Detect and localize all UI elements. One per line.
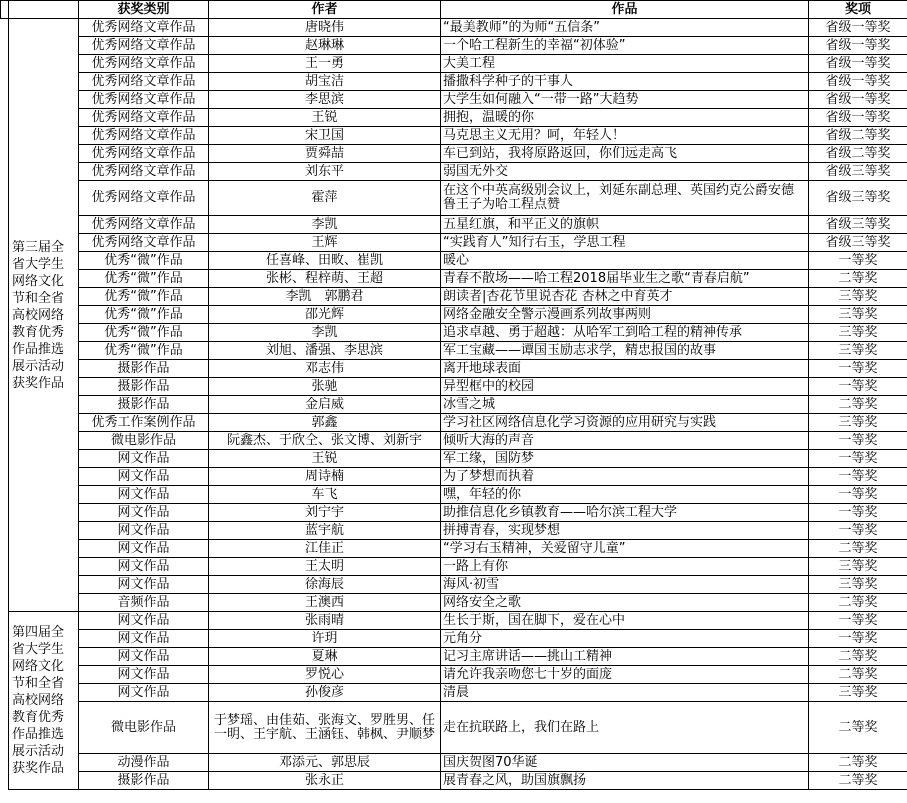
cell-author: 任喜峰、田畋、崔凯 bbox=[209, 252, 441, 270]
cell-author: 张彬、程梓萌、王超 bbox=[209, 270, 441, 288]
header-gutter bbox=[1, 1, 9, 19]
cell-work: 国庆贺图70华诞 bbox=[441, 754, 809, 772]
cell-work: 拼搏青春，实现梦想 bbox=[441, 522, 809, 540]
cell-award: 省级一等奖 bbox=[809, 37, 907, 55]
cell-author: 于梦瑶、由佳茹、张海文、罗胜男、任一明、王宇航、王涵钰、韩枫、尹顺梦 bbox=[209, 702, 441, 754]
table-row bbox=[1, 612, 907, 630]
cell-category: 优秀“微”作品 bbox=[79, 270, 209, 288]
table-row bbox=[1, 19, 907, 37]
cell-author: 张驰 bbox=[209, 378, 441, 396]
cell-author: 王辉 bbox=[209, 234, 441, 252]
cell-category: 优秀网络文章作品 bbox=[79, 234, 209, 252]
cell-award: 一等奖 bbox=[809, 522, 907, 540]
cell-award: 二等奖 bbox=[809, 648, 907, 666]
cell-author: 张永正 bbox=[209, 772, 441, 790]
cell-work: 记习主席讲话——挑山工精神 bbox=[441, 648, 809, 666]
cell-work: 军工宝藏——谭国玉励志求学，精忠报国的故事 bbox=[441, 342, 809, 360]
cell-category: 优秀“微”作品 bbox=[79, 324, 209, 342]
header-award: 奖项 bbox=[809, 1, 907, 19]
table-row bbox=[1, 145, 907, 163]
cell-work: 五星红旗，和平正义的旗帜 bbox=[441, 216, 809, 234]
table-row bbox=[1, 342, 907, 360]
cell-award: 省级三等奖 bbox=[809, 216, 907, 234]
cell-author: 金启威 bbox=[209, 396, 441, 414]
cell-category: 优秀网络文章作品 bbox=[79, 163, 209, 181]
cell-author: 赵琳琳 bbox=[209, 37, 441, 55]
cell-award: 一等奖 bbox=[809, 432, 907, 450]
cell-work: “实践育人”知行右玉，学思工程 bbox=[441, 234, 809, 252]
cell-work: 朗读者|杏花节里说杏花 杏林之中育英才 bbox=[441, 288, 809, 306]
cell-author: 刘东平 bbox=[209, 163, 441, 181]
cell-author: 王锐 bbox=[209, 450, 441, 468]
cell-category: 优秀网络文章作品 bbox=[79, 55, 209, 73]
cell-work: 一路上有你 bbox=[441, 558, 809, 576]
cell-author: 王澳西 bbox=[209, 594, 441, 612]
table-row bbox=[1, 37, 907, 55]
cell-author: 罗悦心 bbox=[209, 666, 441, 684]
cell-category: 优秀“微”作品 bbox=[79, 306, 209, 324]
table-row bbox=[1, 55, 907, 73]
cell-category: 优秀网络文章作品 bbox=[79, 181, 209, 216]
cell-work: “最美教师”的为师“五信条” bbox=[441, 19, 809, 37]
cell-award: 一等奖 bbox=[809, 504, 907, 522]
cell-work: 军工缘，国防梦 bbox=[441, 450, 809, 468]
table-row bbox=[1, 91, 907, 109]
cell-award: 一等奖 bbox=[809, 252, 907, 270]
cell-work: 拥抱，温暖的你 bbox=[441, 109, 809, 127]
table-row bbox=[1, 270, 907, 288]
table-row bbox=[1, 576, 907, 594]
cell-category: 优秀网络文章作品 bbox=[79, 73, 209, 91]
cell-award: 二等奖 bbox=[809, 270, 907, 288]
cell-award: 三等奖 bbox=[809, 684, 907, 702]
cell-category: 优秀“微”作品 bbox=[79, 342, 209, 360]
cell-author: 孙俊彦 bbox=[209, 684, 441, 702]
cell-category: 优秀网络文章作品 bbox=[79, 216, 209, 234]
cell-category: 摄影作品 bbox=[79, 772, 209, 790]
cell-work: 网络金融安全警示漫画系列故事两则 bbox=[441, 306, 809, 324]
table-row bbox=[1, 414, 907, 432]
cell-award: 省级三等奖 bbox=[809, 163, 907, 181]
cell-author: 邓志伟 bbox=[209, 360, 441, 378]
cell-work: 为了梦想而执着 bbox=[441, 468, 809, 486]
cell-work: 清晨 bbox=[441, 684, 809, 702]
cell-work: 走在抗联路上，我们在路上 bbox=[441, 702, 809, 754]
group-label: 第三届全省大学生网络文化节和全省高校网络教育优秀作品推选展示活动获奖作品 bbox=[9, 19, 79, 612]
header-row bbox=[1, 1, 907, 19]
cell-author: 郭鑫 bbox=[209, 414, 441, 432]
cell-category: 微电影作品 bbox=[79, 702, 209, 754]
table-row bbox=[1, 450, 907, 468]
cell-award: 二等奖 bbox=[809, 702, 907, 754]
cell-work: 冰雪之城 bbox=[441, 396, 809, 414]
cell-category: 音频作品 bbox=[79, 594, 209, 612]
cell-author: 王一勇 bbox=[209, 55, 441, 73]
cell-author: 李凯 郭鹏君 bbox=[209, 288, 441, 306]
cell-award: 省级一等奖 bbox=[809, 91, 907, 109]
cell-work: 马克思主义无用？呵，年轻人！ bbox=[441, 127, 809, 145]
cell-category: 网文作品 bbox=[79, 468, 209, 486]
cell-category: 摄影作品 bbox=[79, 396, 209, 414]
cell-award: 二等奖 bbox=[809, 772, 907, 790]
cell-author: 唐晓伟 bbox=[209, 19, 441, 37]
cell-award: 一等奖 bbox=[809, 468, 907, 486]
cell-work: 倾听大海的声音 bbox=[441, 432, 809, 450]
cell-author: 王锐 bbox=[209, 109, 441, 127]
table-row bbox=[1, 234, 907, 252]
cell-category: 网文作品 bbox=[79, 666, 209, 684]
table-row bbox=[1, 540, 907, 558]
cell-award: 一等奖 bbox=[809, 450, 907, 468]
cell-author: 李凯 bbox=[209, 324, 441, 342]
table-row bbox=[1, 73, 907, 91]
cell-category: 网文作品 bbox=[79, 486, 209, 504]
cell-work: 学习社区网络信息化学习资源的应用研究与实践 bbox=[441, 414, 809, 432]
header-work: 作品 bbox=[441, 1, 809, 19]
table-row bbox=[1, 630, 907, 648]
cell-author: 车飞 bbox=[209, 486, 441, 504]
cell-author: 宋卫国 bbox=[209, 127, 441, 145]
cell-category: 优秀网络文章作品 bbox=[79, 145, 209, 163]
cell-author: 邵光辉 bbox=[209, 306, 441, 324]
cell-award: 二等奖 bbox=[809, 396, 907, 414]
cell-award: 二等奖 bbox=[809, 754, 907, 772]
cell-work: 助推信息化乡镇教育——哈尔滨工程大学 bbox=[441, 504, 809, 522]
awards-table-body bbox=[1, 19, 907, 790]
cell-category: 摄影作品 bbox=[79, 360, 209, 378]
table-row bbox=[1, 109, 907, 127]
cell-category: 网文作品 bbox=[79, 576, 209, 594]
cell-category: 优秀工作案例作品 bbox=[79, 414, 209, 432]
cell-category: 网文作品 bbox=[79, 558, 209, 576]
cell-category: 优秀网络文章作品 bbox=[79, 19, 209, 37]
cell-category: 优秀“微”作品 bbox=[79, 288, 209, 306]
cell-award: 三等奖 bbox=[809, 324, 907, 342]
cell-award: 省级一等奖 bbox=[809, 55, 907, 73]
table-row bbox=[1, 396, 907, 414]
cell-author: 胡宝洁 bbox=[209, 73, 441, 91]
header-blank bbox=[9, 1, 79, 19]
cell-category: 网文作品 bbox=[79, 450, 209, 468]
cell-category: 动漫作品 bbox=[79, 754, 209, 772]
cell-award: 省级三等奖 bbox=[809, 181, 907, 216]
table-row bbox=[1, 684, 907, 702]
cell-work: 展青春之风，助国旗飘扬 bbox=[441, 772, 809, 790]
cell-award: 二等奖 bbox=[809, 666, 907, 684]
cell-award: 一等奖 bbox=[809, 486, 907, 504]
cell-award: 省级一等奖 bbox=[809, 109, 907, 127]
cell-author: 贾舜喆 bbox=[209, 145, 441, 163]
cell-category: 摄影作品 bbox=[79, 378, 209, 396]
cell-author: 刘宁宇 bbox=[209, 504, 441, 522]
row-gutter bbox=[1, 19, 9, 612]
cell-author: 阮鑫杰、于欣仝、张文博、刘新宇 bbox=[209, 432, 441, 450]
table-row bbox=[1, 127, 907, 145]
cell-author: 江佳正 bbox=[209, 540, 441, 558]
cell-work: 请允许我亲吻您七十岁的面庞 bbox=[441, 666, 809, 684]
cell-work: 在这个中英高级别会议上，刘延东副总理、英国约克公爵安德鲁王子为哈工程点赞 bbox=[441, 181, 809, 216]
cell-category: 网文作品 bbox=[79, 522, 209, 540]
cell-work: 嘿，年轻的你 bbox=[441, 486, 809, 504]
cell-category: 网文作品 bbox=[79, 630, 209, 648]
cell-award: 三等奖 bbox=[809, 558, 907, 576]
cell-work: 暖心 bbox=[441, 252, 809, 270]
header-category: 获奖类别 bbox=[79, 1, 209, 19]
cell-award: 三等奖 bbox=[809, 576, 907, 594]
cell-work: 追求卓越、勇于超越：从哈军工到哈工程的精神传承 bbox=[441, 324, 809, 342]
cell-award: 一等奖 bbox=[809, 630, 907, 648]
cell-award: 省级一等奖 bbox=[809, 19, 907, 37]
cell-work: 生长于斯，国在脚下，爱在心中 bbox=[441, 612, 809, 630]
cell-category: 优秀网络文章作品 bbox=[79, 91, 209, 109]
cell-author: 李凯 bbox=[209, 216, 441, 234]
table-row bbox=[1, 378, 907, 396]
cell-author: 许玥 bbox=[209, 630, 441, 648]
table-row bbox=[1, 432, 907, 450]
cell-category: 网文作品 bbox=[79, 504, 209, 522]
cell-award: 一等奖 bbox=[809, 612, 907, 630]
cell-award: 三等奖 bbox=[809, 414, 907, 432]
cell-author: 夏琳 bbox=[209, 648, 441, 666]
cell-category: 网文作品 bbox=[79, 540, 209, 558]
header-author: 作者 bbox=[209, 1, 441, 19]
cell-award: 一等奖 bbox=[809, 378, 907, 396]
cell-category: 网文作品 bbox=[79, 684, 209, 702]
cell-author: 刘旭、潘强、李思滨 bbox=[209, 342, 441, 360]
table-row bbox=[1, 306, 907, 324]
cell-work: “学习右玉精神，关爱留守儿童” bbox=[441, 540, 809, 558]
cell-award: 三等奖 bbox=[809, 342, 907, 360]
cell-work: 离开地球表面 bbox=[441, 360, 809, 378]
cell-category: 优秀网络文章作品 bbox=[79, 37, 209, 55]
cell-award: 省级二等奖 bbox=[809, 145, 907, 163]
table-row bbox=[1, 702, 907, 754]
cell-author: 周诗楠 bbox=[209, 468, 441, 486]
cell-award: 二等奖 bbox=[809, 594, 907, 612]
table-row bbox=[1, 666, 907, 684]
table-row bbox=[1, 648, 907, 666]
cell-author: 王太明 bbox=[209, 558, 441, 576]
cell-award: 一等奖 bbox=[809, 360, 907, 378]
cell-work: 青春不散场——哈工程2018届毕业生之歌“青春启航” bbox=[441, 270, 809, 288]
cell-work: 大美工程 bbox=[441, 55, 809, 73]
cell-work: 网络安全之歌 bbox=[441, 594, 809, 612]
table-row bbox=[1, 288, 907, 306]
table-row bbox=[1, 163, 907, 181]
cell-work: 元角分 bbox=[441, 630, 809, 648]
table-row bbox=[1, 360, 907, 378]
cell-work: 大学生如何融入“一带一路”大趋势 bbox=[441, 91, 809, 109]
cell-award: 省级一等奖 bbox=[809, 73, 907, 91]
cell-award: 二等奖 bbox=[809, 540, 907, 558]
cell-category: 优秀网络文章作品 bbox=[79, 109, 209, 127]
table-row bbox=[1, 468, 907, 486]
cell-work: 播撒科学种子的干事人 bbox=[441, 73, 809, 91]
table-row bbox=[1, 558, 907, 576]
cell-author: 徐海辰 bbox=[209, 576, 441, 594]
cell-author: 蓝宇航 bbox=[209, 522, 441, 540]
cell-author: 李思滨 bbox=[209, 91, 441, 109]
table-row bbox=[1, 754, 907, 772]
cell-category: 优秀“微”作品 bbox=[79, 252, 209, 270]
cell-category: 网文作品 bbox=[79, 612, 209, 630]
cell-work: 车已到站，我将原路返回，你们远走高飞 bbox=[441, 145, 809, 163]
table-row bbox=[1, 504, 907, 522]
table-row bbox=[1, 324, 907, 342]
cell-author: 张雨晴 bbox=[209, 612, 441, 630]
group-label: 第四届全省大学生网络文化节和全省高校网络教育优秀作品推选展示活动获奖作品 bbox=[9, 612, 79, 790]
cell-award: 三等奖 bbox=[809, 288, 907, 306]
cell-work: 海风·初雪 bbox=[441, 576, 809, 594]
row-gutter bbox=[1, 612, 9, 790]
table-row bbox=[1, 181, 907, 216]
table-row bbox=[1, 252, 907, 270]
cell-author: 邓添元、郭思辰 bbox=[209, 754, 441, 772]
cell-award: 三等奖 bbox=[809, 306, 907, 324]
cell-author: 霍萍 bbox=[209, 181, 441, 216]
cell-award: 省级二等奖 bbox=[809, 127, 907, 145]
cell-category: 网文作品 bbox=[79, 648, 209, 666]
table-row bbox=[1, 594, 907, 612]
table-row bbox=[1, 522, 907, 540]
cell-award: 省级三等奖 bbox=[809, 234, 907, 252]
cell-category: 优秀网络文章作品 bbox=[79, 127, 209, 145]
cell-work: 弱国无外交 bbox=[441, 163, 809, 181]
cell-work: 一个哈工程新生的幸福“初体验” bbox=[441, 37, 809, 55]
table-row bbox=[1, 772, 907, 790]
table-row bbox=[1, 486, 907, 504]
table-row bbox=[1, 216, 907, 234]
cell-work: 异型框中的校园 bbox=[441, 378, 809, 396]
cell-category: 微电影作品 bbox=[79, 432, 209, 450]
